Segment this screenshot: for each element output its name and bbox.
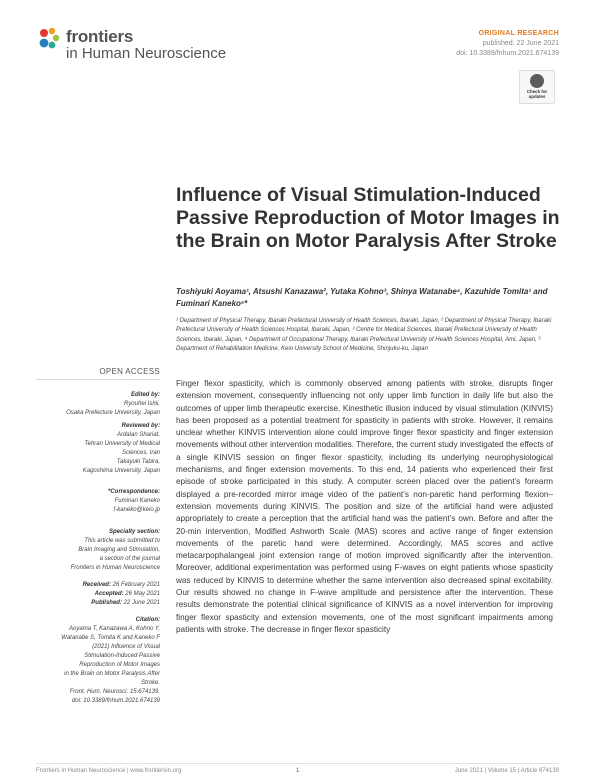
check-updates-label: Check for updates [526, 89, 548, 99]
citation-line: Stroke. [140, 680, 160, 686]
specialty-line-1: This article was submitted to [84, 538, 160, 544]
reviewed-by-label: Reviewed by: [121, 423, 160, 429]
specialty-label: Specialty section: [108, 529, 160, 535]
received-date: 26 February 2021 [112, 582, 160, 588]
correspondence-label: *Correspondence: [107, 489, 160, 495]
reviewer-2-name: Takayuki Tabira, [116, 459, 160, 465]
author-list: Toshiyuki Aoyama¹, Atsushi Kanazawa², Yutaka Kohno³, Shinya Watanabe⁴, Kazuhide Tomita¹ and Fuminari Kaneko⁵* [176, 287, 548, 308]
edited-by-label: Edited by: [130, 392, 160, 398]
check-updates-icon [530, 74, 544, 88]
editor-name: Ryouhei Ishii, [123, 401, 160, 407]
abstract-text: Finger flexor spasticity, which is commonly observed among patients with stroke, disrupts finger extension movement, consequently influencing not only upper limb function in daily life but also the outcomes of upper limb therapeutic exercise. Kinesthetic illusion induced by visual stimulation (KINVIS) has been proposed as a potential treatment for spasticity in patients with stroke. However, it remains unclear whether KINVIS intervention alone could improve finger flexor spasticity and finger extension movements without other intervention modalities. Therefore, the current study investigated the effects of a single KINVIS session on finger flexor spasticity, including its underlying neurophysiological mechanisms, and finger extension movements. To this end, 14 patients who experienced their first episode of stroke participated in this study. A computer screen placed over the patient’s forearm displayed a pre-recorded mirror image video of the patient’s non-paretic hand performing flexion–extension movements during KINVIS. The position and size of the artificial hand were adjusted appropriately to create a perception that the artificial hand was the patient’s own. Before and after the 20-min intervention, Modified Ashworth Scale (MAS) scores and active range of finger extension movements of the paretic hand were determined. Accordingly, MAS scores and active metacarpophalangeal joint extension range of motion improved significantly after the intervention. Moreover, additional experimentation was performed using F-waves on eight patients whose spasticity was reduced by KINVIS to determine whether the same intervention also decreased spinal excitability. Our results showed no change in F-wave amplitude and persistence after the intervention. These results demonstrate the potential clinical significance of KINVIS as a novel intervention for improving finger flexor spasticity and extension movements, one of the most significant impairments among patients with stroke. The decrease in finger flexor spasticity [176, 379, 553, 634]
citation-line: Reproduction of Motor Images [79, 662, 160, 668]
specialty-line-3: a section of the journal [99, 556, 160, 562]
page-number: 1 [296, 768, 300, 774]
check-updates-badge[interactable] [519, 70, 555, 104]
sidebar-published-label: Published: [91, 600, 122, 606]
correspondence-section [10, 488, 160, 515]
article-doi[interactable]: doi: 10.3389/fnhum.2021.674139 [456, 50, 559, 57]
reviewed-by-section [10, 422, 160, 476]
citation-line: in the Brain on Motor Paralysis After [64, 671, 160, 677]
published-date: published: 22 June 2021 [482, 40, 559, 47]
editor-affiliation: Osaka Prefecture University, Japan [66, 410, 160, 416]
citation-line: Front. Hum. Neurosci. 15:674139. [69, 689, 160, 695]
brand-name: frontiers [66, 27, 134, 46]
correspondent-email[interactable]: f-kaneko@keio.jp [113, 507, 160, 513]
specialty-section [10, 528, 160, 573]
footer-journal-link[interactable]: Frontiers in Human Neuroscience | www.frontiersin.org [36, 768, 182, 774]
citation-line: (2021) Influence of Visual [92, 644, 160, 650]
citation-section [10, 616, 160, 706]
frontiers-logo-icon [36, 26, 62, 52]
citation-doi[interactable]: doi: 10.3389/fnhum.2021.674139 [71, 698, 160, 704]
article-title: Influence of Visual Stimulation-Induced Passive Reproduction of Motor Images in the Brain on Motor Paralysis After Stroke [176, 184, 560, 252]
citation-label: Citation: [135, 617, 160, 623]
citation-line: Watanabe S, Tomita K and Kaneko F [61, 635, 160, 641]
specialty-line-4: Frontiers in Human Neuroscience [70, 565, 160, 571]
received-label: Received: [82, 582, 111, 588]
reviewer-1-affiliation-line-1: Tehran University of Medical [84, 441, 160, 447]
sidebar-divider [36, 379, 160, 380]
citation-line: Stimulation-Induced Passive [84, 653, 160, 659]
edited-by-section [10, 391, 160, 418]
correspondent-name: Fuminari Kaneko [114, 498, 160, 504]
footer-issue-info: June 2021 | Volume 15 | Article 674139 [454, 768, 559, 774]
dates-section [10, 581, 160, 608]
footer-divider [36, 763, 559, 764]
open-access-label: OPEN ACCESS [99, 367, 160, 376]
reviewer-2-affiliation: Kagoshima University, Japan [82, 468, 160, 474]
reviewer-1-name: Ardalan Shariat, [116, 432, 160, 438]
accepted-date: 26 May 2021 [125, 591, 160, 597]
article-type: ORIGINAL RESEARCH [478, 30, 559, 37]
journal-name: in Human Neuroscience [66, 45, 227, 62]
specialty-line-2: Brain Imaging and Stimulation, [78, 547, 160, 553]
sidebar-published-date: 22 June 2021 [123, 600, 160, 606]
affiliations: ¹ Department of Physical Therapy, Ibaraki Prefectural University of Health Sciences, Ibaraki, Japan, ² Department of Physical Therapy, Ibaraki Prefectural University of Health Sciences Hospital, Ibaraki, Japan, ³ Centre for Medical Sciences, Ibaraki Prefectural University of Health Sciences, Ibaraki, Japan, ⁴ Department of Occupational Therapy, Ibaraki Prefectural University of Health Sciences Hospital, Ami, Japan, ⁵ Department of Rehabilitation Medicine, Keio University School of Medicine, Shinjuku-ku, Japan [176, 318, 552, 352]
accepted-label: Accepted: [94, 591, 124, 597]
reviewer-1-affiliation-line-2: Sciences, Iran [121, 450, 160, 456]
citation-line: Aoyama T, Kanazawa A, Kohno Y, [69, 626, 160, 632]
